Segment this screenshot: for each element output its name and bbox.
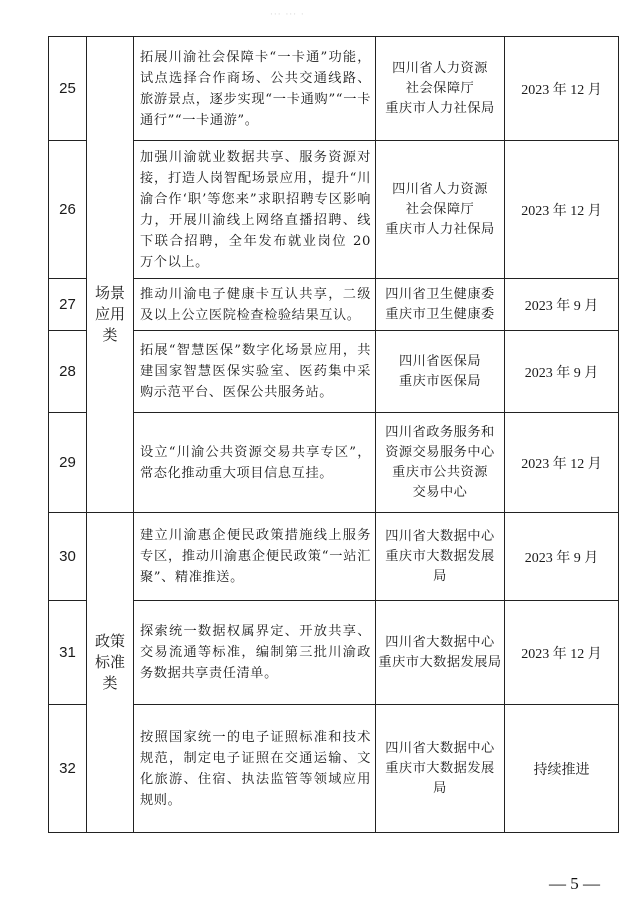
deadline: 2023 年 9 月 (505, 513, 619, 601)
task-description: 按照国家统一的电子证照标准和技术规范，制定电子证照在交通运输、文化旅游、住宿、执法监管等领域应用规则。 (134, 705, 376, 833)
category-cell-scene (87, 37, 134, 513)
category-cell-policy (87, 513, 134, 833)
task-description: 探索统一数据权属界定、开放共享、交易流通等标准，编制第三批川渝政务数据共享责任清单。 (134, 601, 376, 705)
task-table (48, 36, 619, 833)
responsible-dept: 四川省大数据中心 重庆市大数据发展 局 (376, 705, 505, 833)
responsible-dept: 四川省卫生健康委 重庆市卫生健康委 (376, 279, 505, 331)
row-number: 28 (49, 331, 87, 413)
row-number: 27 (49, 279, 87, 331)
row-number: 31 (49, 601, 87, 705)
table-row (49, 413, 619, 513)
table-row (49, 331, 619, 413)
table-row (49, 37, 619, 141)
task-description: 推动川渝电子健康卡互认共享，二级及以上公立医院检查检验结果互认。 (134, 279, 376, 331)
table-row (49, 141, 619, 279)
table-row (49, 705, 619, 833)
deadline: 持续推进 (505, 705, 619, 833)
task-description: 设立“川渝公共资源交易共享专区”，常态化推动重大项目信息互挂。 (134, 413, 376, 513)
table-row (49, 601, 619, 705)
category-label: 政策标准类 (94, 632, 125, 692)
row-number: 26 (49, 141, 87, 279)
table-row (49, 279, 619, 331)
deadline: 2023 年 12 月 (505, 601, 619, 705)
task-description: 建立川渝惠企便民政策措施线上服务专区，推动川渝惠企便民政策“一站汇聚”、精准推送。 (134, 513, 376, 601)
task-description: 拓展川渝社会保障卡“一卡通”功能，试点选择合作商场、公共交通线路、旅游景点，逐步实现“一卡通购”“一卡通行”“一卡通游”。 (134, 37, 376, 141)
category-label: 场景应用类 (94, 284, 125, 344)
deadline: 2023 年 12 月 (505, 37, 619, 141)
deadline: 2023 年 9 月 (505, 279, 619, 331)
header-watermark: ··· ··· · (270, 10, 305, 20)
deadline: 2023 年 12 月 (505, 413, 619, 513)
responsible-dept: 四川省大数据中心 重庆市大数据发展局 (376, 601, 505, 705)
responsible-dept: 四川省政务服务和 资源交易服务中心 重庆市公共资源 交易中心 (376, 413, 505, 513)
row-number: 32 (49, 705, 87, 833)
row-number: 29 (49, 413, 87, 513)
page-number: — 5 — (549, 874, 600, 893)
responsible-dept: 四川省医保局 重庆市医保局 (376, 331, 505, 413)
row-number: 30 (49, 513, 87, 601)
row-number: 25 (49, 37, 87, 141)
responsible-dept: 四川省人力资源 社会保障厅 重庆市人力社保局 (376, 141, 505, 279)
task-description: 拓展“智慧医保”数字化场景应用，共建国家智慧医保实验室、医药集中采购示范平台、医保公共服务站。 (134, 331, 376, 413)
table-row (49, 513, 619, 601)
deadline: 2023 年 12 月 (505, 141, 619, 279)
task-description: 加强川渝就业数据共享、服务资源对接，打造人岗智配场景应用，提升“川渝合作‘职’等您来”求职招聘专区影响力，开展川渝线上网络直播招聘、线下联合招聘，全年发布就业岗位 20 万个以上。 (134, 141, 376, 279)
responsible-dept: 四川省大数据中心 重庆市大数据发展 局 (376, 513, 505, 601)
deadline: 2023 年 9 月 (505, 331, 619, 413)
responsible-dept: 四川省人力资源 社会保障厅 重庆市人力社保局 (376, 37, 505, 141)
